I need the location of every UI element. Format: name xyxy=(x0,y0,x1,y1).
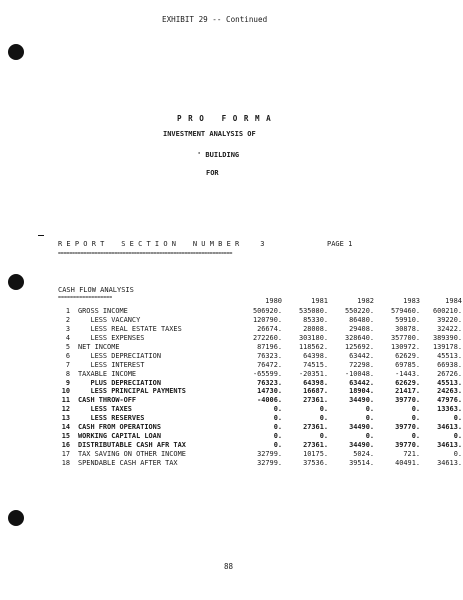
row-value: 45513. xyxy=(437,351,462,360)
row-value: 0. xyxy=(319,405,328,414)
row-value: 5024. xyxy=(353,450,374,458)
row-label: TAXABLE INCOME xyxy=(78,369,137,378)
row-label: SPENDABLE CASH AFTER TAX xyxy=(78,458,178,467)
row-value: 26674. xyxy=(257,324,282,333)
row-number: 2 xyxy=(65,315,70,324)
row-value: 76323. xyxy=(257,378,282,387)
row-number: 1 xyxy=(65,307,70,315)
row-value: 272260. xyxy=(252,333,282,342)
pro-forma-title: P R O F O R M A xyxy=(177,114,272,123)
row-value: 34613. xyxy=(437,441,462,450)
row-number: 14 xyxy=(61,423,70,432)
row-label: PLUS DEPRECIATION xyxy=(78,378,161,387)
row-value: -20351. xyxy=(298,369,328,378)
row-value: 29408. xyxy=(349,324,374,333)
row-value: 76472. xyxy=(257,360,282,369)
row-value: 14730. xyxy=(257,387,282,396)
row-label: TAX SAVING ON OTHER INCOME xyxy=(78,450,186,458)
row-value: 74515. xyxy=(303,360,328,369)
row-value: -65599. xyxy=(252,369,282,378)
row-label: LESS RESERVES xyxy=(78,414,145,423)
row-value: 21417. xyxy=(395,387,420,396)
row-value: 550220. xyxy=(344,307,374,315)
table-row xyxy=(58,361,463,370)
row-value: 86480. xyxy=(349,315,374,324)
row-value: 579460. xyxy=(390,307,420,315)
table-row xyxy=(58,379,463,388)
row-label: LESS VACANCY xyxy=(78,315,141,324)
year-header: 1983 xyxy=(403,297,420,305)
table-row xyxy=(58,396,463,405)
table-row xyxy=(58,432,463,441)
row-value: 125692. xyxy=(344,342,374,351)
row-value: 0. xyxy=(411,432,420,441)
row-value: 0. xyxy=(453,414,462,423)
row-value: 130972. xyxy=(390,342,420,351)
row-value: 34490. xyxy=(349,396,374,405)
row-label: LESS REAL ESTATE TAXES xyxy=(78,324,182,333)
row-number: 4 xyxy=(65,333,70,342)
row-value: 30878. xyxy=(395,324,420,333)
row-value: 10175. xyxy=(303,450,328,458)
row-value: 18904. xyxy=(349,387,374,396)
row-value: 16687. xyxy=(303,387,328,396)
cash-flow-underline: ================== xyxy=(58,295,113,301)
row-value: 27361. xyxy=(303,441,328,450)
year-header: 1982 xyxy=(357,297,374,305)
row-label: LESS INTEREST xyxy=(78,360,145,369)
row-value: 26726. xyxy=(437,369,462,378)
row-label: LESS PRINCIPAL PAYMENTS xyxy=(78,387,186,396)
row-value: 69785. xyxy=(395,360,420,369)
row-value: 64398. xyxy=(303,351,328,360)
row-number: 15 xyxy=(61,432,70,441)
row-label: WORKING CAPITAL LOAN xyxy=(78,432,161,441)
row-value: 27361. xyxy=(303,423,328,432)
row-value: 389390. xyxy=(432,333,462,342)
row-value: 328640. xyxy=(344,333,374,342)
row-value: 63442. xyxy=(349,378,374,387)
row-value: 72298. xyxy=(349,360,374,369)
row-number: 16 xyxy=(61,441,70,450)
table-row xyxy=(58,316,463,325)
binder-hole-bottom xyxy=(8,510,24,526)
row-value: 0. xyxy=(411,414,420,423)
row-value: 24263. xyxy=(437,387,462,396)
row-value: -4006. xyxy=(257,396,282,405)
row-value: 357700. xyxy=(390,333,420,342)
row-value: 37536. xyxy=(303,458,328,467)
row-label: LESS TAXES xyxy=(78,405,132,414)
row-value: 0. xyxy=(453,450,462,458)
binder-hole-top xyxy=(8,44,24,60)
row-label: GROSS INCOME xyxy=(78,307,128,315)
table-row xyxy=(58,450,463,459)
year-header: 1981 xyxy=(311,297,328,305)
binder-hole-middle xyxy=(8,274,24,290)
row-value: 0. xyxy=(453,432,462,441)
row-number: 17 xyxy=(61,450,70,458)
row-value: 34613. xyxy=(437,458,462,467)
row-value: 34490. xyxy=(349,423,374,432)
row-label: LESS DEPRECIATION xyxy=(78,351,161,360)
table-row xyxy=(58,334,463,343)
row-value: 28008. xyxy=(303,324,328,333)
row-value: 40491. xyxy=(395,458,420,467)
row-label: NET INCOME xyxy=(78,342,120,351)
row-label: CASH THROW-OFF xyxy=(78,396,137,405)
investment-analysis-title: INVESTMENT ANALYSIS OF xyxy=(163,130,256,138)
row-number: 5 xyxy=(65,342,70,351)
row-value: 600210. xyxy=(432,307,462,315)
table-row xyxy=(58,307,463,316)
cash-flow-table xyxy=(58,307,463,468)
row-value: 76323. xyxy=(257,351,282,360)
row-value: 32799. xyxy=(257,458,282,467)
row-number: 12 xyxy=(61,405,70,414)
row-value: 506920. xyxy=(252,307,282,315)
row-label: CASH FROM OPERATIONS xyxy=(78,423,161,432)
table-row xyxy=(58,370,463,379)
table-row xyxy=(58,441,463,450)
row-value: 45513. xyxy=(437,378,462,387)
row-number: 10 xyxy=(61,387,70,396)
row-value: 0. xyxy=(319,414,328,423)
cash-flow-heading: CASH FLOW ANALYSIS xyxy=(58,286,134,294)
row-value: 118562. xyxy=(298,342,328,351)
report-rule: ============================================================== xyxy=(58,251,233,257)
row-value: 59910. xyxy=(395,315,420,324)
table-row xyxy=(58,405,463,414)
row-value: 39770. xyxy=(395,423,420,432)
row-value: -10048. xyxy=(344,369,374,378)
report-section-heading: R E P O R T S E C T I O N N U M B E R 3 xyxy=(58,240,265,248)
row-value: 303180. xyxy=(298,333,328,342)
row-number: 7 xyxy=(65,360,70,369)
row-value: 0. xyxy=(365,432,374,441)
row-value: 39514. xyxy=(349,458,374,467)
table-row xyxy=(58,414,463,423)
table-row xyxy=(58,423,463,432)
table-row xyxy=(58,387,463,396)
row-value: 85330. xyxy=(303,315,328,324)
for-title: FOR xyxy=(206,169,219,177)
row-value: 0. xyxy=(273,414,282,423)
row-value: 62629. xyxy=(395,351,420,360)
table-row xyxy=(58,325,463,334)
row-value: 62629. xyxy=(395,378,420,387)
row-value: 32799. xyxy=(257,450,282,458)
row-value: 535080. xyxy=(298,307,328,315)
row-value: 721. xyxy=(403,450,420,458)
row-value: 39220. xyxy=(437,315,462,324)
table-row xyxy=(58,459,463,468)
row-value: 0. xyxy=(273,423,282,432)
row-value: 0. xyxy=(365,414,374,423)
row-number: 13 xyxy=(61,414,70,423)
row-value: 0. xyxy=(411,405,420,414)
page-number: 88 xyxy=(224,562,234,571)
year-header: 1984 xyxy=(445,297,462,305)
row-value: 39770. xyxy=(395,396,420,405)
row-number: 3 xyxy=(65,324,70,333)
row-number: 9 xyxy=(65,378,70,387)
row-value: 34490. xyxy=(349,441,374,450)
margin-tick xyxy=(38,235,44,236)
row-value: 66938. xyxy=(437,360,462,369)
row-value: 0. xyxy=(273,432,282,441)
row-value: 139178. xyxy=(432,342,462,351)
exhibit-header: EXHIBIT 29 -- Continued xyxy=(162,15,268,24)
year-header: 1980 xyxy=(265,297,282,305)
row-value: 27361. xyxy=(303,396,328,405)
row-value: 120790. xyxy=(252,315,282,324)
row-value: 13363. xyxy=(437,405,462,414)
row-value: 0. xyxy=(273,441,282,450)
page-indicator: PAGE 1 xyxy=(327,240,353,248)
row-value: 0. xyxy=(365,405,374,414)
building-title: ' BUILDING xyxy=(197,151,240,159)
row-number: 11 xyxy=(61,396,70,405)
row-label: DISTRIBUTABLE CASH AFR TAX xyxy=(78,441,186,450)
row-number: 18 xyxy=(61,458,70,467)
row-value: 0. xyxy=(273,405,282,414)
row-value: 34613. xyxy=(437,423,462,432)
row-value: 47976. xyxy=(437,396,462,405)
row-value: 63442. xyxy=(349,351,374,360)
table-row xyxy=(58,343,463,352)
row-number: 6 xyxy=(65,351,70,360)
row-value: 87196. xyxy=(257,342,282,351)
row-value: 0. xyxy=(319,432,328,441)
row-value: -1443. xyxy=(395,369,420,378)
row-label: LESS EXPENSES xyxy=(78,333,145,342)
row-value: 64398. xyxy=(303,378,328,387)
row-number: 8 xyxy=(65,369,70,378)
row-value: 39770. xyxy=(395,441,420,450)
row-value: 32422. xyxy=(437,324,462,333)
table-row xyxy=(58,352,463,361)
year-headers xyxy=(58,297,463,306)
